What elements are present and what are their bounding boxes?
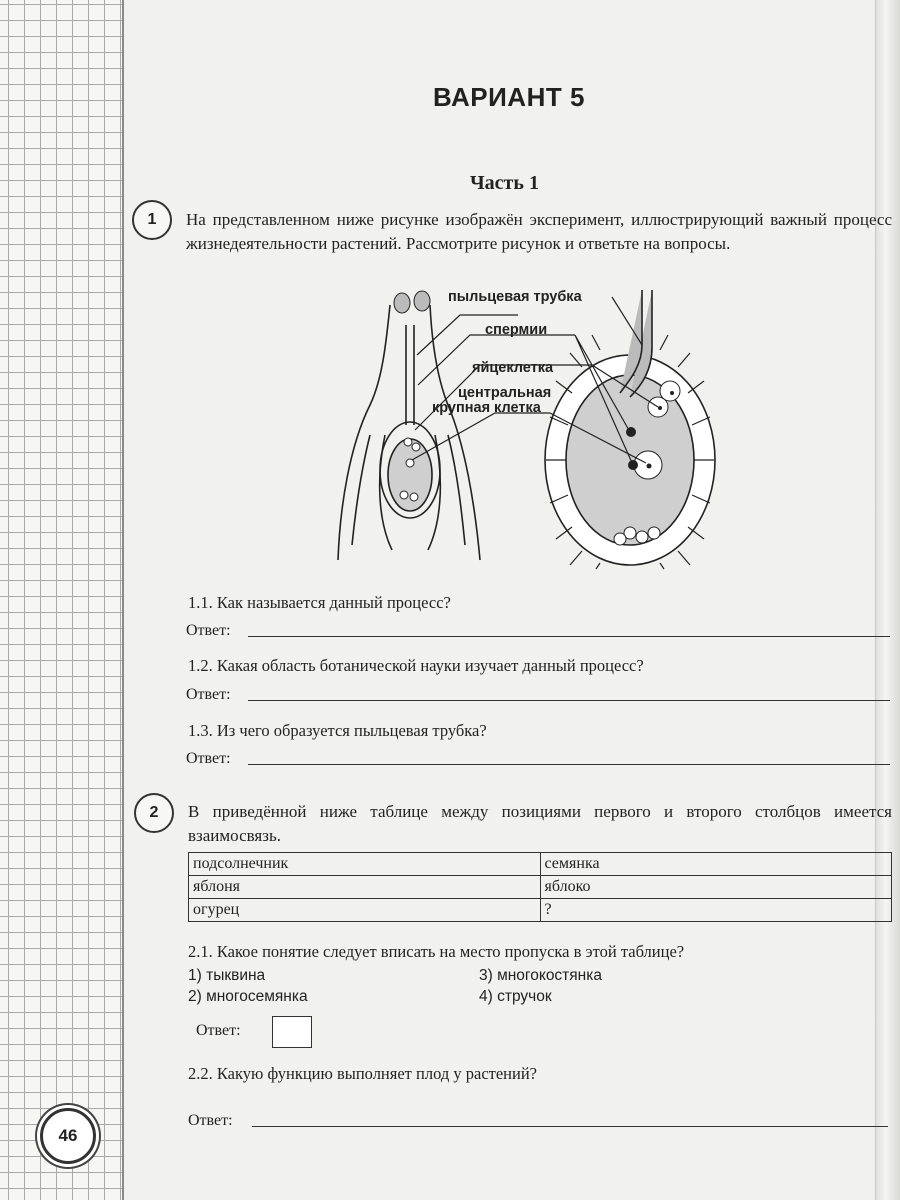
answer-label: Ответ: <box>188 1112 233 1129</box>
answer-label: Ответ: <box>186 622 231 639</box>
question-1-2: 1.2. Какая область ботанической науки изучает данный процесс? <box>188 656 644 675</box>
label-sperm: спермии <box>485 322 548 338</box>
answer-line-2-2[interactable] <box>252 1126 888 1127</box>
cell <box>412 443 420 451</box>
grid-margin <box>0 0 124 1200</box>
answer-box[interactable] <box>272 1016 312 1048</box>
cell <box>410 493 418 501</box>
question-2-2: 2.2. Какую функцию выполняет плод у растений? <box>188 1064 537 1083</box>
table-cell: огурец <box>189 899 541 922</box>
question-2-1: 2.1. Какое понятие следует вписать на место пропуска в этой таблице? <box>188 942 685 961</box>
part-heading: Часть 1 <box>470 172 539 194</box>
label-pollen-tube: пыльцевая трубка <box>448 289 582 305</box>
page-number: 46 <box>40 1108 96 1164</box>
pistil-drawing <box>338 305 480 560</box>
option-1: 1) тыквина <box>188 967 266 984</box>
table-cell: подсолнечник <box>189 853 541 876</box>
answer-line-1-2[interactable] <box>248 700 890 701</box>
pollen-grain <box>414 291 430 311</box>
option-4: 4) стручок <box>479 988 552 1005</box>
fertilization-figure <box>330 285 750 570</box>
table-row <box>189 899 892 922</box>
table-cell: яблоко <box>540 876 892 899</box>
option-3: 3) многокостянка <box>479 967 602 984</box>
answer-label: Ответ: <box>196 1022 241 1039</box>
cell <box>400 491 408 499</box>
answer-label: Ответ: <box>186 686 231 703</box>
answer-label: Ответ: <box>186 750 231 767</box>
question-1-1: 1.1. Как называется данный процесс? <box>188 593 451 612</box>
answer-line-1-1[interactable] <box>248 636 890 637</box>
page-edge <box>875 0 900 1200</box>
task1-text: На представленном ниже рисунке изображён эксперимент, иллюстрирующий важный процесс жизнедеятельности растений. Рассмотрите рисунок и ответьте на вопросы. <box>186 210 892 253</box>
relation-table <box>188 852 892 922</box>
task-number-1: 1 <box>132 200 172 240</box>
question-1-3: 1.3. Из чего образуется пыльцевая трубка? <box>188 721 487 740</box>
label-central: центральная <box>458 385 552 401</box>
label-egg: яйцеклетка <box>472 360 554 376</box>
label-central-large: крупная клетка <box>432 400 541 416</box>
table-row <box>189 853 892 876</box>
pollen-grain <box>394 293 410 313</box>
task2-text: В приведённой ниже таблице между позициями первого и второго столбцов имеется взаимосвязь. <box>188 802 892 845</box>
task-number-2: 2 <box>134 793 174 833</box>
synergid <box>660 381 680 401</box>
ovule-drawing <box>545 290 715 569</box>
answer-line-1-3[interactable] <box>248 764 890 765</box>
page-title: ВАРИАНТ 5 <box>433 82 585 112</box>
table-cell: яблоня <box>189 876 541 899</box>
option-2: 2) многосемянка <box>188 988 308 1005</box>
table-cell: семянка <box>540 853 892 876</box>
cell <box>404 438 412 446</box>
table-cell: ? <box>540 899 892 922</box>
table-row <box>189 876 892 899</box>
